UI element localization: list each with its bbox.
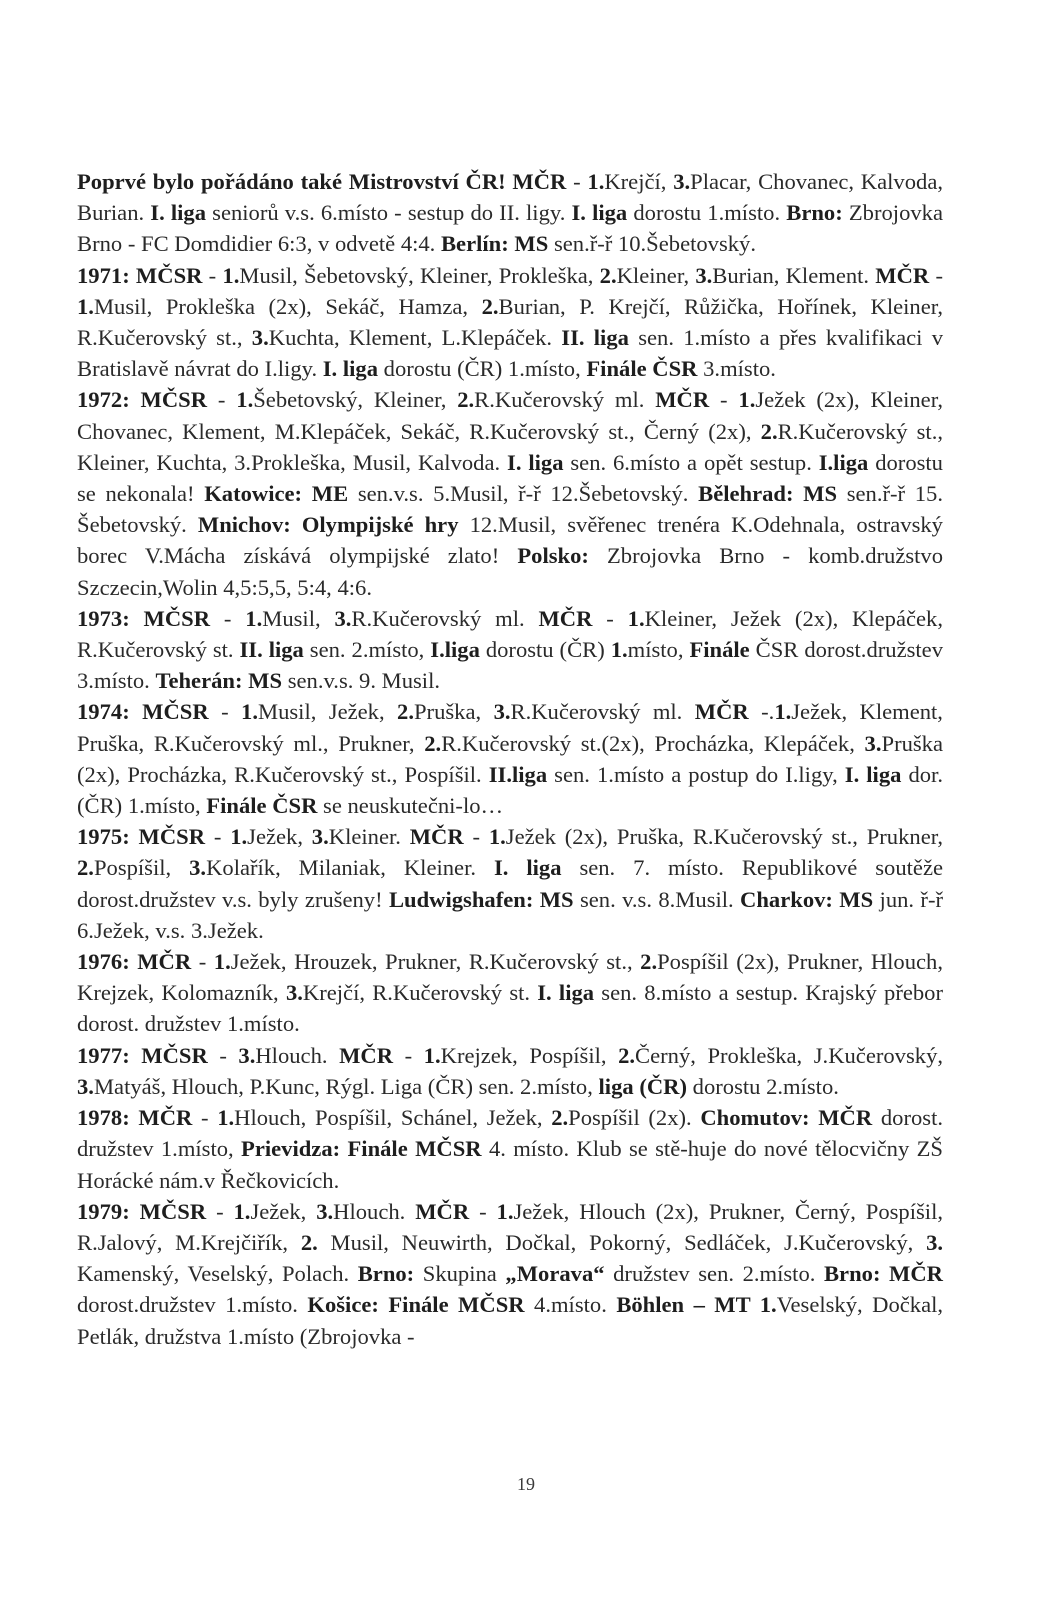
bold-run: Brno: MČR [823, 1261, 944, 1287]
text-run: jun. ř-ř 6.Ježek, v.s. 3.Ježek. [77, 886, 943, 943]
bold-run: 1974: MČSR [77, 699, 209, 725]
text-run: Ježek, Hrouzek, Prukner, R.Kučerovský st., [230, 949, 641, 975]
bold-run: 1. [77, 293, 94, 319]
text-run: - [469, 1198, 497, 1224]
bold-run: 3. [251, 325, 269, 351]
text-run: Placar, Chovanec, Kalvoda, Burian. [77, 169, 943, 226]
bold-run: II. liga [561, 325, 629, 351]
bold-run: I. liga [150, 200, 207, 226]
text-run: sen.ř-ř 15. Šebetovský. [77, 481, 943, 538]
bold-run: Chomutov: MČR [700, 1105, 873, 1131]
bold-run: I.liga [430, 637, 480, 663]
page-number: 19 [517, 1474, 535, 1494]
bold-run: 2. [599, 262, 617, 288]
bold-run: 2. [551, 1105, 569, 1131]
text-run: - [202, 262, 223, 288]
bold-run: 3. [316, 1198, 334, 1224]
bold-run: 3. [695, 262, 713, 288]
text-run: dorostu (ČR) [479, 637, 611, 663]
text-run: Skupina [414, 1261, 506, 1287]
bold-run: 1. [245, 605, 263, 631]
text-run: sen. v.s. 8.Musil. [573, 886, 741, 912]
bold-run: Brno: [786, 200, 843, 226]
bold-run: I.liga [818, 449, 869, 475]
text-run: Pospíšil (2x), Prukner, Hlouch, Krejzek, Kolomazník, [77, 949, 943, 1006]
bold-run: 1971: MČSR [77, 262, 203, 288]
bold-run: MČR [415, 1198, 470, 1224]
bold-run: 1. [774, 699, 792, 725]
bold-run: Finále [689, 637, 750, 663]
page-body [77, 166, 943, 1352]
paragraph [77, 603, 943, 697]
bold-run: 1. [241, 699, 258, 725]
bold-run: Mnichov: Olympijské hry [197, 512, 459, 538]
text-run: sen.ř-ř 10.Šebetovský. [548, 231, 756, 257]
text-run: Burian, P. Krejčí, Růžička, Hořínek, Kleiner, R.Kučerovský st., [77, 293, 943, 351]
text-run: Pospíšil, [93, 855, 190, 881]
bold-run: 3. [189, 855, 207, 881]
bold-run: 3. [864, 730, 882, 756]
text-run: Matyáš, Hlouch, P.Kunc, Rýgl. Liga (ČR) sen. 2.místo, [93, 1073, 599, 1099]
bold-run: 1972: MČSR [77, 387, 208, 413]
bold-run: 1. [627, 605, 645, 631]
text-run: Ježek (2x), Pruška, R.Kučerovský st., Prukner, [505, 824, 943, 850]
bold-run: I. liga [493, 855, 562, 881]
bold-run: I. liga [571, 200, 628, 226]
bold-run: I. liga [844, 761, 902, 787]
bold-run: 2. [457, 387, 475, 413]
bold-run: 1. [423, 1042, 441, 1068]
text-run: - [566, 169, 588, 194]
bold-run: Teherán: MS [155, 668, 283, 694]
text-run: - [463, 824, 489, 850]
text-run: - [207, 387, 237, 413]
text-run: R.Kučerovský ml. [351, 605, 539, 631]
text-run: místo, [627, 637, 690, 663]
text-run: dorostu se nekonala! [77, 449, 943, 507]
bold-run: Finále ČSR [206, 793, 318, 819]
text-run: Krejčí, R.Kučerovský st. [302, 980, 538, 1006]
text-run: Musil, [262, 605, 335, 631]
paragraph [77, 166, 943, 260]
bold-run: MČR [339, 1042, 394, 1068]
bold-run: 2. [760, 418, 778, 444]
bold-run: 1. [217, 1105, 235, 1131]
bold-run: 1. [230, 824, 248, 850]
text-run: Musil, Neuwirth, Dočkal, Pokorný, Sedláček, J.Kučerovský, [317, 1229, 927, 1255]
bold-run: 3. [926, 1229, 944, 1255]
text-run: sen.v.s. 9. Musil. [282, 668, 441, 694]
bold-run: 1978: MČR [77, 1105, 193, 1131]
paragraph [77, 1040, 943, 1102]
text-run: Zbrojovka Brno - komb.družstvo Szczecin,Wolin 4,5:5,5, 5:4, 4:6. [77, 543, 944, 600]
text-run: Černý, Prokleška, J.Kučerovský, [635, 1042, 944, 1068]
bold-run: 3. [311, 824, 329, 850]
paragraph [77, 384, 943, 602]
bold-run: Prievidza: Finále MČSR [241, 1136, 482, 1162]
text-run: Krejzek, Pospíšil, [440, 1042, 619, 1068]
text-run: seniorů v.s. 6.místo - sestup do II. ligy. [206, 200, 572, 226]
bold-run: Katowice: ME [204, 481, 349, 507]
bold-run: 1. [738, 387, 756, 413]
bold-run: 1. [233, 1198, 251, 1224]
bold-run: „Morava“ [505, 1261, 605, 1287]
text-run: družstev sen. 2.místo. [604, 1261, 824, 1287]
bold-run: MČR [694, 699, 749, 725]
text-run: Hlouch, Pospíšil, Schánel, Ježek, [234, 1105, 552, 1131]
bold-run: 3. [673, 169, 691, 194]
bold-run: 3. [77, 1073, 94, 1099]
bold-run: 2. [424, 730, 442, 756]
text-run: dorostu (ČR) 1.místo, [378, 356, 587, 382]
bold-run: Böhlen – MT 1. [616, 1292, 777, 1318]
text-run: - [210, 605, 246, 631]
bold-run: 2. [397, 699, 414, 725]
bold-run: Finále ČSR [586, 356, 698, 382]
text-run: dorostu 2.místo. [687, 1073, 839, 1099]
bold-run: II.liga [488, 761, 548, 787]
text-run: Zbrojovka Brno - FC Domdidier 6:3, v odvetě 4:4. [77, 200, 943, 257]
text-run: Musil, Prokleška (2x), Sekáč, Hamza, [93, 293, 482, 319]
paragraph [77, 1102, 943, 1196]
text-run: - [208, 699, 242, 725]
bold-run: 3. [493, 699, 511, 725]
text-run: R.Kučerovský ml. [474, 387, 656, 413]
bold-run: MČR [655, 387, 710, 413]
text-run: Pospíšil (2x). [568, 1105, 701, 1131]
bold-run: Bělehrad: MS [698, 481, 838, 507]
bold-run: Charkov: MS [740, 886, 874, 912]
bold-run: 1975: MČSR [77, 824, 206, 850]
text-run: Kleiner, [616, 262, 696, 288]
bold-run: MČR [875, 262, 930, 288]
text-run: Ježek (2x), Kleiner, Chovanec, Klement, M.Klepáček, Sekáč, R.Kučerovský st., Černý (2x), [77, 387, 943, 444]
bold-run: Berlín: MS [440, 231, 549, 257]
text-run: Pruška, [413, 699, 494, 725]
text-run: - [592, 605, 628, 631]
text-run: dorost. družstev 1.místo, [77, 1105, 943, 1162]
bold-run: 3. [285, 980, 303, 1006]
bold-run: Ludwigshafen: MS [388, 886, 574, 912]
paragraph [77, 696, 943, 821]
bold-run: 1. [610, 637, 628, 663]
paragraph [77, 821, 943, 946]
text-run: - [205, 824, 231, 850]
text-run: Veselský, Dočkal, Petlák, družstva 1.místo (Zbrojovka - [77, 1292, 944, 1349]
text-run: - [709, 387, 739, 413]
text-run: - [207, 1042, 239, 1068]
text-run: se neuskutečni-lo… [317, 793, 504, 819]
text-run: 4. místo. Klub se stě-huje do nové tělocvičny ZŠ Horácké nám.v Řečkovicích. [77, 1136, 943, 1193]
text-run: sen. 6.místo a opět sestup. [563, 449, 819, 475]
text-run: 3.místo. [697, 356, 776, 382]
bold-run: Brno: [357, 1261, 415, 1287]
text-run: - [929, 262, 943, 288]
text-run: sen. 1.místo a postup do I.ligy, [547, 761, 845, 787]
text-run: - [393, 1042, 424, 1068]
text-run: dor. (ČR) 1.místo, [77, 761, 943, 819]
text-run: Musil, Ježek, [257, 699, 398, 725]
bold-run: MČR [409, 824, 464, 850]
bold-run: 2. [481, 293, 499, 319]
text-run: sen. 7. místo. Republikové soutěže dorost.družstev v.s. byly zrušeny! [77, 855, 944, 912]
bold-run: liga (ČR) [598, 1073, 688, 1099]
bold-run: 2. [77, 855, 94, 881]
text-run: Ježek, Klement, Pruška, R.Kučerovský ml., Prukner, [77, 699, 943, 756]
text-run: Hlouch. [333, 1198, 416, 1224]
paragraph [77, 260, 943, 385]
text-run: Ježek, Hlouch (2x), Prukner, Černý, Pospíšil, R.Jalový, M.Krejčiřík, [77, 1198, 944, 1255]
text-run: Musil, Šebetovský, Kleiner, Prokleška, [239, 262, 600, 288]
bold-run: I. liga [322, 356, 378, 382]
text-run: R.Kučerovský st., Kleiner, Kuchta, 3.Prokleška, Musil, Kalvoda. [77, 418, 943, 475]
text-run: 4.místo. [524, 1292, 617, 1318]
text-run: Pruška (2x), Procházka, R.Kučerovský st., Pospíšil. [77, 730, 944, 787]
bold-run: Košice: Finále MČSR [307, 1292, 525, 1318]
text-run: Burian, Klement. [712, 262, 876, 288]
bold-run: 1. [488, 824, 506, 850]
bold-run: Polsko: [517, 543, 589, 569]
text-run: R.Kučerovský ml. [510, 699, 695, 725]
text-run: Kolařík, Milaniak, Kleiner. [206, 855, 494, 881]
bold-run: 3. [238, 1042, 256, 1068]
text-run: - [192, 1105, 218, 1131]
bold-run: 1. [213, 949, 231, 975]
bold-run: 2. [300, 1229, 318, 1255]
text-run: Krejčí, [604, 169, 674, 194]
bold-run: 1976: MČR [77, 949, 192, 975]
text-run: sen. 8.místo a sestup. Krajský přebor dorost. družstev 1.místo. [77, 980, 943, 1037]
bold-run: I. liga [537, 980, 595, 1006]
bold-run: I. liga [507, 449, 564, 475]
text-run: Hlouch. [255, 1042, 340, 1068]
text-run: sen.v.s. 5.Musil, ř-ř 12.Šebetovský. [348, 481, 699, 507]
bold-run: Poprvé bylo pořádáno také Mistrovství ČR! MČR [77, 169, 567, 194]
text-run: Ježek, [247, 824, 312, 850]
bold-run: 1977: MČSR [77, 1042, 208, 1068]
bold-run: 2. [640, 949, 658, 975]
text-run: Kuchta, Klement, L.Klepáček. [268, 325, 562, 351]
paragraph [77, 946, 943, 1040]
bold-run: 1979: MČSR [77, 1198, 207, 1224]
text-run: 12.Musil, svěřenec trenéra K.Odehnala, ostravský borec V.Mácha získává olympijské zlato! [77, 512, 943, 569]
bold-run: 1973: MČSR [77, 605, 211, 631]
text-run: sen. 1.místo a přes kvalifikaci v Bratislavě návrat do I.ligy. [77, 325, 944, 382]
text-run: Šebetovský, Kleiner, [253, 387, 458, 413]
paragraph [77, 1196, 943, 1352]
text-run: Kleiner, Ježek (2x), Klepáček, R.Kučerovský st. [77, 605, 943, 663]
text-run: Ježek, [250, 1198, 317, 1224]
text-run: -. [748, 699, 775, 725]
bold-run: 1. [222, 262, 240, 288]
text-run: dorost.družstev 1.místo. [77, 1292, 308, 1318]
bold-run: 3. [334, 605, 352, 631]
bold-run: II. liga [239, 637, 304, 663]
bold-run: 1. [496, 1198, 514, 1224]
bold-run: MČR [538, 605, 593, 631]
text-run: ČSR dorost.družstev 3.místo. [77, 637, 943, 694]
text-run: - [206, 1198, 234, 1224]
text-run: sen. 2.místo, [303, 637, 431, 663]
text-run: Kamenský, Veselský, Polach. [77, 1261, 358, 1287]
text-run: dorostu 1.místo. [627, 200, 787, 226]
text-run: Kleiner. [328, 824, 410, 850]
text-run: R.Kučerovský st.(2x), Procházka, Klepáček, [441, 730, 865, 756]
bold-run: 1. [587, 169, 605, 194]
bold-run: 2. [618, 1042, 636, 1068]
bold-run: 1. [236, 387, 254, 413]
text-run: - [191, 949, 214, 975]
